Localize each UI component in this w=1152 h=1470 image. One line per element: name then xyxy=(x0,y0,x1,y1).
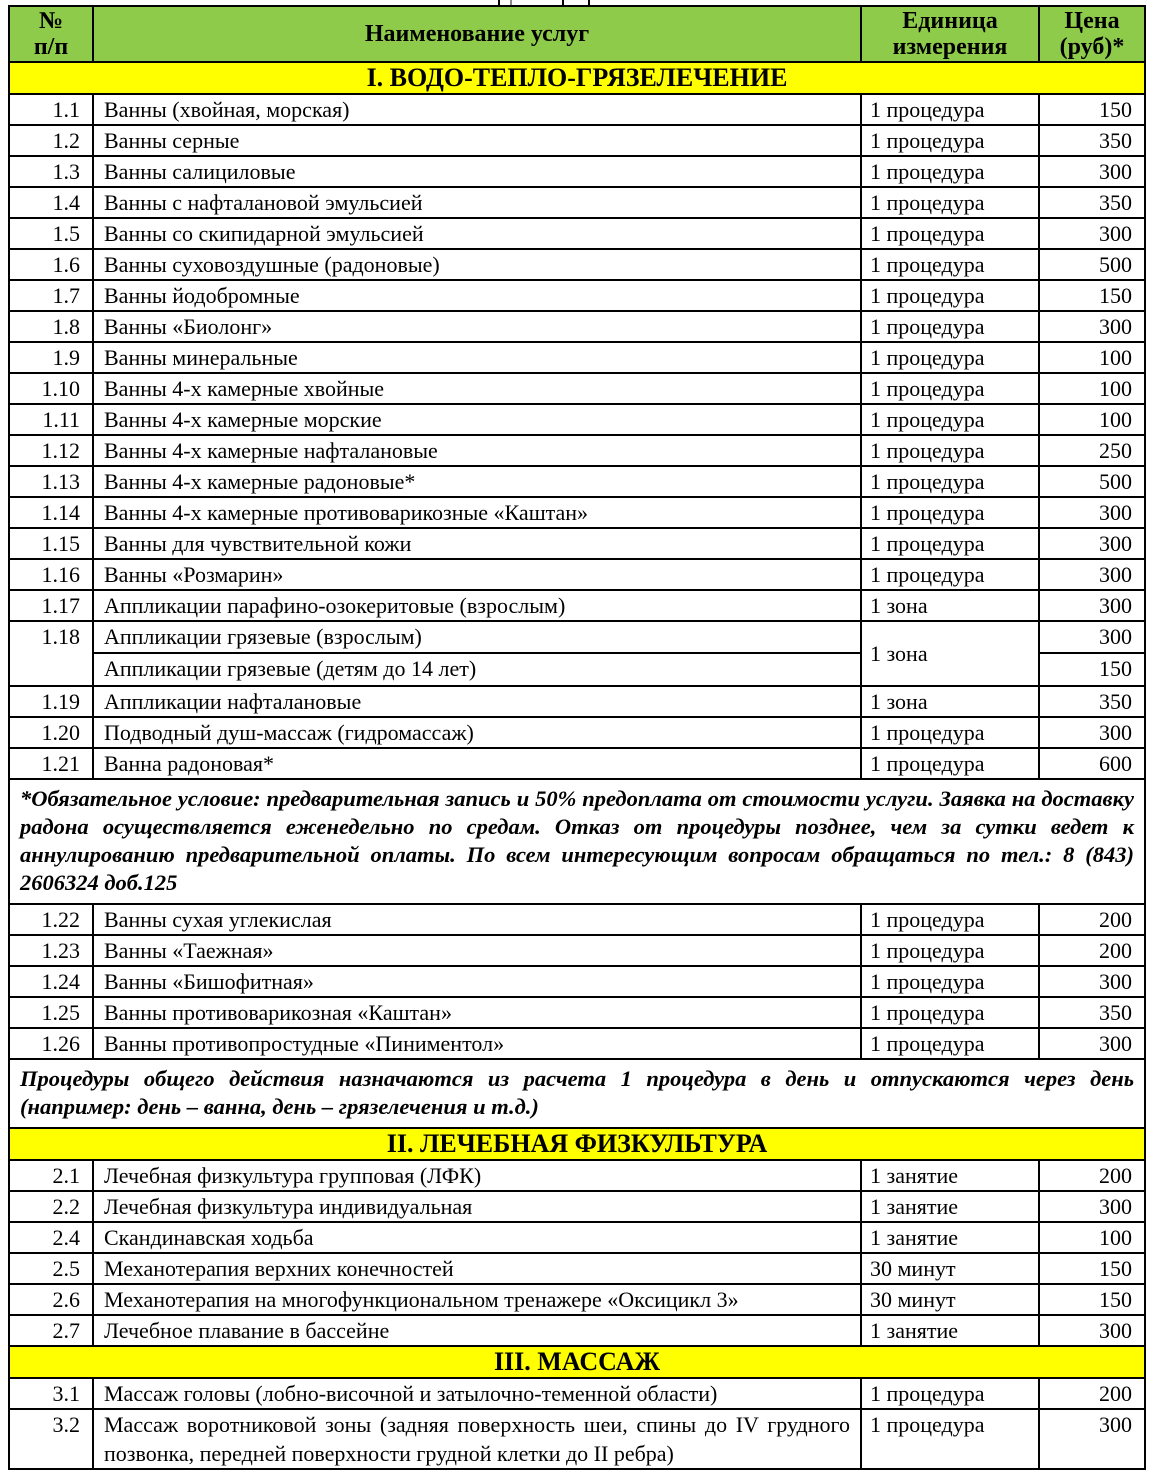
price-cell: 100 xyxy=(1038,343,1144,372)
unit-cell: 1 процедура xyxy=(860,967,1038,996)
crop-border-tick xyxy=(562,0,564,5)
row-number: 1.2 xyxy=(52,128,80,153)
row-number: 1.3 xyxy=(52,159,80,184)
table-row xyxy=(10,934,1144,965)
unit-cell: 1 процедура xyxy=(860,1410,1038,1468)
table-row xyxy=(10,248,1144,279)
service-name: Ванны «Бишофитная» xyxy=(92,967,860,996)
service-name: Скандинавская ходьба xyxy=(92,1223,860,1252)
price-cell: 300 xyxy=(1038,1316,1144,1345)
unit-cell: 1 процедура xyxy=(860,157,1038,186)
header-num-line2: п/п xyxy=(33,34,69,60)
unit-cell: 1 процедура xyxy=(860,312,1038,341)
row-number: 1.20 xyxy=(41,720,80,745)
service-name: Ванны 4-х камерные нафталановые xyxy=(92,436,860,465)
price-cell: 300 xyxy=(1038,1029,1144,1058)
header-price-column xyxy=(1038,7,1144,61)
service-name: Ванны минеральные xyxy=(92,343,860,372)
unit-cell: 1 процедура xyxy=(860,498,1038,527)
service-name: Аппликации грязевые (взрослым) xyxy=(94,622,860,654)
price-cell: 350 xyxy=(1038,188,1144,217)
header-price-line2: (руб)* xyxy=(1059,34,1125,60)
service-name: Ванны 4-х камерные хвойные xyxy=(92,374,860,403)
price-cell: 600 xyxy=(1038,749,1144,778)
service-name: Ванны противоварикозная «Каштан» xyxy=(92,998,860,1027)
unit-cell: 1 занятие xyxy=(860,1161,1038,1190)
row-number: 1.22 xyxy=(41,907,80,932)
unit-cell: 1 процедура xyxy=(860,343,1038,372)
table-row xyxy=(10,341,1144,372)
table-row xyxy=(10,1027,1144,1058)
row-number: 2.6 xyxy=(52,1287,80,1312)
service-name: Механотерапия на многофункциональном тренажере «Оксицикл 3» xyxy=(92,1285,860,1314)
service-name: Массаж воротниковой зоны (задняя поверхность шеи, спины до IV грудного позвонка, передней поверхности грудной клетки до II ребра) xyxy=(92,1410,860,1468)
table-row xyxy=(10,217,1144,248)
row-number: 1.21 xyxy=(41,751,80,776)
service-name: Массаж головы (лобно-височной и затылочно-теменной области) xyxy=(92,1379,860,1408)
service-name: Подводный душ-массаж (гидромассаж) xyxy=(92,718,860,747)
header-price-line1: Цена xyxy=(1064,8,1120,34)
table-row-group xyxy=(10,620,1144,685)
price-cell: 150 xyxy=(1038,95,1144,124)
row-number: 1.5 xyxy=(52,221,80,246)
table-row xyxy=(10,403,1144,434)
unit-cell: 1 занятие xyxy=(860,1223,1038,1252)
unit-cell: 1 зона xyxy=(860,591,1038,620)
row-number: 2.5 xyxy=(52,1256,80,1281)
header-name-label: Наименование услуг xyxy=(364,21,590,47)
unit-cell: 1 процедура xyxy=(860,219,1038,248)
section-header: I. ВОДО-ТЕПЛО-ГРЯЗЕЛЕЧЕНИЕ xyxy=(10,61,1144,93)
row-number: 1.19 xyxy=(41,689,80,714)
price-cell: 300 xyxy=(1038,219,1144,248)
table-row xyxy=(10,496,1144,527)
row-number: 1.26 xyxy=(41,1031,80,1056)
header-unit-column xyxy=(860,7,1038,61)
row-number: 1.25 xyxy=(41,1000,80,1025)
row-number: 1.10 xyxy=(41,376,80,401)
table-row xyxy=(10,1190,1144,1221)
price-cell: 300 xyxy=(1038,1192,1144,1221)
service-name-group xyxy=(92,622,860,685)
service-name: Ванны салициловые xyxy=(92,157,860,186)
price-cell: 200 xyxy=(1038,1379,1144,1408)
price-cell: 300 xyxy=(1038,157,1144,186)
table-row xyxy=(10,1314,1144,1345)
row-number: 2.1 xyxy=(52,1163,80,1188)
service-name: Аппликации парафино-озокеритовые (взрослым) xyxy=(92,591,860,620)
service-name: Ванны (хвойная, морская) xyxy=(92,95,860,124)
table-row xyxy=(10,279,1144,310)
unit-cell: 1 процедура xyxy=(860,998,1038,1027)
page-crop-artifact xyxy=(8,0,1146,5)
price-cell: 300 xyxy=(1038,1410,1144,1468)
table-row xyxy=(10,1408,1144,1468)
service-name: Лечебная физкультура групповая (ЛФК) xyxy=(92,1161,860,1190)
service-name: Механотерапия верхних конечностей xyxy=(92,1254,860,1283)
price-cell: 200 xyxy=(1038,1161,1144,1190)
unit-cell: 30 минут xyxy=(860,1254,1038,1283)
crop-border-tick xyxy=(588,0,590,5)
price-cell: 150 xyxy=(1038,1254,1144,1283)
unit-cell: 1 занятие xyxy=(860,1192,1038,1221)
unit-cell: 1 процедура xyxy=(860,405,1038,434)
unit-cell: 1 процедура xyxy=(860,560,1038,589)
row-number: 1.24 xyxy=(41,969,80,994)
note-text: *Обязательное условие: предварительная запись и 50% предоплата от стоимости услуги. Заявка на доставку радона осуществляется еженедельно по средам. Отказ от процедуры позднее, чем за сутки ведет к аннулированию предварительной оплаты. По всем интересующим вопросам обращаться по тел.: 8 (843) 2606324 доб.125 xyxy=(10,778,1144,903)
row-number: 1.9 xyxy=(52,345,80,370)
service-name: Ванны со скипидарной эмульсией xyxy=(92,219,860,248)
service-name: Ванны йодобромные xyxy=(92,281,860,310)
table-row xyxy=(10,558,1144,589)
table-row xyxy=(10,1252,1144,1283)
row-number: 1.7 xyxy=(52,283,80,308)
table-row xyxy=(10,685,1144,716)
unit-cell: 1 процедура xyxy=(860,936,1038,965)
unit-cell: 1 зона xyxy=(860,687,1038,716)
unit-cell: 1 процедура xyxy=(860,95,1038,124)
table-row xyxy=(10,434,1144,465)
price-cell: 300 xyxy=(1040,622,1144,654)
price-cell: 300 xyxy=(1038,498,1144,527)
price-cell: 200 xyxy=(1038,905,1144,934)
row-number: 1.1 xyxy=(52,97,80,122)
unit-cell: 1 процедура xyxy=(860,718,1038,747)
row-number: 1.14 xyxy=(41,500,80,525)
row-number: 1.23 xyxy=(41,938,80,963)
row-number: 1.16 xyxy=(41,562,80,587)
unit-cell: 1 процедура xyxy=(860,126,1038,155)
price-group xyxy=(1038,622,1144,685)
table-row xyxy=(10,186,1144,217)
unit-cell: 1 процедура xyxy=(860,1029,1038,1058)
note-text: Процедуры общего действия назначаются из расчета 1 процедура в день и отпускаются через день (например: день – ванна, день – грязелечения и т.д.) xyxy=(10,1058,1144,1127)
price-cell: 150 xyxy=(1038,281,1144,310)
service-name: Ванны сухая углекислая xyxy=(92,905,860,934)
row-number: 1.15 xyxy=(41,531,80,556)
price-cell: 300 xyxy=(1038,560,1144,589)
price-cell: 350 xyxy=(1038,126,1144,155)
price-cell: 350 xyxy=(1038,687,1144,716)
table-row xyxy=(10,747,1144,778)
service-name: Ванны «Таежная» xyxy=(92,936,860,965)
service-name: Ванны 4-х камерные радоновые* xyxy=(92,467,860,496)
unit-cell: 1 процедура xyxy=(860,905,1038,934)
unit-cell: 1 процедура xyxy=(860,250,1038,279)
unit-cell: 1 процедура xyxy=(860,374,1038,403)
unit-cell: 30 минут xyxy=(860,1285,1038,1314)
service-name: Ванны 4-х камерные противоварикозные «Каштан» xyxy=(92,498,860,527)
price-table xyxy=(8,5,1146,1470)
row-number: 1.11 xyxy=(42,407,80,432)
service-name: Ванны для чувствительной кожи xyxy=(92,529,860,558)
table-row xyxy=(10,93,1144,124)
table-row xyxy=(10,527,1144,558)
row-number: 1.6 xyxy=(52,252,80,277)
table-row xyxy=(10,1221,1144,1252)
table-row xyxy=(10,903,1144,934)
header-unit-line1: Единица xyxy=(902,8,998,34)
crop-border-tick xyxy=(498,0,500,5)
table-row xyxy=(10,965,1144,996)
service-name: Лечебное плавание в бассейне xyxy=(92,1316,860,1345)
unit-cell: 1 процедура xyxy=(860,281,1038,310)
row-number: 1.17 xyxy=(41,593,80,618)
price-cell: 350 xyxy=(1038,998,1144,1027)
header-name-column xyxy=(92,7,860,61)
table-row xyxy=(10,465,1144,496)
price-cell: 100 xyxy=(1038,1223,1144,1252)
service-name: Ванны суховоздушные (радоновые) xyxy=(92,250,860,279)
unit-cell: 1 процедура xyxy=(860,1379,1038,1408)
row-number: 3.2 xyxy=(52,1412,80,1437)
price-cell: 300 xyxy=(1038,967,1144,996)
table-row xyxy=(10,996,1144,1027)
price-cell: 300 xyxy=(1038,591,1144,620)
service-name: Ванны с нафталановой эмульсией xyxy=(92,188,860,217)
unit-cell: 1 процедура xyxy=(860,436,1038,465)
price-cell: 300 xyxy=(1038,529,1144,558)
price-cell: 150 xyxy=(1038,1285,1144,1314)
service-name: Ванны 4-х камерные морские xyxy=(92,405,860,434)
unit-cell: 1 процедура xyxy=(860,529,1038,558)
header-unit-line2: измерения xyxy=(892,34,1008,60)
service-name: Аппликации грязевые (детям до 14 лет) xyxy=(104,656,477,681)
service-name: Ванны серные xyxy=(92,126,860,155)
service-name: Лечебная физкультура индивидуальная xyxy=(92,1192,860,1221)
table-row xyxy=(10,1159,1144,1190)
price-cell: 150 xyxy=(1099,656,1132,681)
row-number: 2.7 xyxy=(52,1318,80,1343)
crop-border-tick xyxy=(510,0,512,5)
table-row xyxy=(10,372,1144,403)
row-number: 1.4 xyxy=(52,190,80,215)
row-number: 1.12 xyxy=(41,438,80,463)
table-row xyxy=(10,124,1144,155)
service-name: Ванны противопростудные «Пиниментол» xyxy=(92,1029,860,1058)
service-name: Аппликации нафталановые xyxy=(92,687,860,716)
row-number: 3.1 xyxy=(52,1381,80,1406)
price-cell: 500 xyxy=(1038,250,1144,279)
unit-cell: 1 процедура xyxy=(860,467,1038,496)
row-number: 1.18 xyxy=(41,624,80,649)
price-cell: 200 xyxy=(1038,936,1144,965)
row-number: 1.13 xyxy=(41,469,80,494)
price-cell: 500 xyxy=(1038,467,1144,496)
price-cell: 250 xyxy=(1038,436,1144,465)
unit-cell: 1 процедура xyxy=(860,749,1038,778)
service-name: Ванна радоновая* xyxy=(92,749,860,778)
price-cell: 300 xyxy=(1038,718,1144,747)
table-body xyxy=(10,61,1144,1468)
section-header: III. МАССАЖ xyxy=(10,1345,1144,1377)
price-cell: 100 xyxy=(1038,405,1144,434)
unit-cell: 1 зона xyxy=(860,622,1038,685)
table-row xyxy=(10,589,1144,620)
price-cell: 100 xyxy=(1038,374,1144,403)
service-name: Ванны «Розмарин» xyxy=(92,560,860,589)
unit-cell: 1 занятие xyxy=(860,1316,1038,1345)
unit-cell: 1 процедура xyxy=(860,188,1038,217)
header-num-column xyxy=(10,7,92,61)
table-row xyxy=(10,155,1144,186)
table-row xyxy=(10,310,1144,341)
table-header-row xyxy=(10,7,1144,61)
row-number: 2.4 xyxy=(52,1225,80,1250)
table-row xyxy=(10,1283,1144,1314)
table-row xyxy=(10,716,1144,747)
price-cell: 300 xyxy=(1038,312,1144,341)
row-number: 1.8 xyxy=(52,314,80,339)
section-header: II. ЛЕЧЕБНАЯ ФИЗКУЛЬТУРА xyxy=(10,1127,1144,1159)
row-number: 2.2 xyxy=(52,1194,80,1219)
header-num-line1: № xyxy=(38,8,64,34)
table-row xyxy=(10,1377,1144,1408)
service-name: Ванны «Биолонг» xyxy=(92,312,860,341)
